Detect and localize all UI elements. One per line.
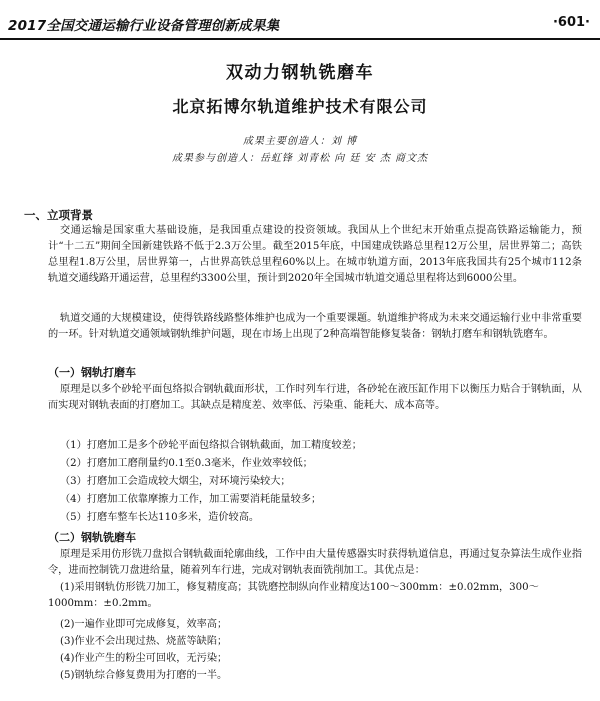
main-creator: 成果主要创造人：刘 博 <box>242 136 358 147</box>
list-item: (2)一遍作业即可完成修复，效率高； <box>60 619 228 630</box>
list-item: (5)钢轨综合修复费用为打磨的一半。 <box>60 670 228 681</box>
article-title: 双动力钢轨铣磨车 <box>226 63 374 83</box>
list-item: （3）打磨加工会造成较大烟尘，对环境污染较大； <box>60 476 291 487</box>
co-creators: 成果参与创造人：岳虹锋 刘青松 向 廷 安 杰 商文杰 <box>171 153 429 164</box>
list-item: (3)作业不会出现过热、烧蓝等缺陷； <box>60 636 228 647</box>
organization-name: 北京拓博尔轨道维护技术有限公司 <box>172 97 428 116</box>
journal-title: 2017全国交通运输行业设备管理创新成果集 <box>8 18 280 34</box>
list-item: （5）打磨车整车长达110多米，造价较高。 <box>60 512 260 523</box>
page-header <box>0 0 600 40</box>
list-item: (4)作业产生的粉尘可回收，无污染； <box>60 653 228 664</box>
paragraph-background-2: 轨道交通的大规模建设，使得铁路线路整体维护也成为一个重要课题。轨道维护将成为未来交通运输行业中非常重要的一环。针对轨道交通领域钢轨维护问题，现在市场上出现了2种高端智能修复装备：钢轨打磨车和钢轨铣磨车。 <box>48 313 582 340</box>
list-item: （1）打磨加工是多个砂轮平面包络拟合钢轨截面，加工精度较差； <box>60 440 362 451</box>
page-number: ·601· <box>552 15 590 30</box>
section-heading-background: 一、立项背景 <box>24 208 93 222</box>
list-item: (1)采用钢轨仿形铣刀加工，修复精度高；其铣磨控制纵向作业精度达100～300mm：±0.02mm，300～1000mm：±0.2mm。 <box>48 582 539 609</box>
subsection-heading-grinding: （一）钢轨打磨车 <box>48 366 136 379</box>
paragraph-milling-intro: 原理是采用仿形铣刀盘拟合钢轨截面轮廓曲线，工作中由大量传感器实时获得轨道信息，再通过复杂算法生成作业指令，进而控制铣刀盘进给量，随着列车行进，完成对钢轨表面铣削加工。其优点是： <box>48 549 582 576</box>
list-item: （4）打磨加工依靠摩擦力工作，加工需要消耗能量较多； <box>60 494 322 505</box>
paragraph-background-1: 交通运输是国家重大基础设施，是我国重点建设的投资领域。我国从上个世纪末开始重点提高铁路运输能力，预计“十二五”期间全国新建铁路不低于2.3万公里。截至2015年底，中国建成铁路总里程12万公里，居世界第二；高铁总里程1.8万公里，居世界第一，占世界高铁总里程60%以上。在城市轨道方面，2013年底我国共有25个城市112条轨道交通线路开通运营，总里程约3300公里，预计到2020年全国城市轨道交通总里程将达到6000公里。 <box>48 225 582 284</box>
subsection-heading-milling: （二）钢轨铣磨车 <box>48 531 136 544</box>
list-item: （2）打磨加工磨削量约0.1至0.3毫米，作业效率较低； <box>60 458 313 469</box>
paragraph-grinding-intro: 原理是以多个砂轮平面包络拟合钢轨截面形状，工作时列车行进，各砂轮在液压缸作用下以衡压力贴合于钢轨面，从而实现对钢轨表面的打磨加工。其缺点是精度差、效率低、污染重、能耗大、成本高等。 <box>48 384 582 411</box>
